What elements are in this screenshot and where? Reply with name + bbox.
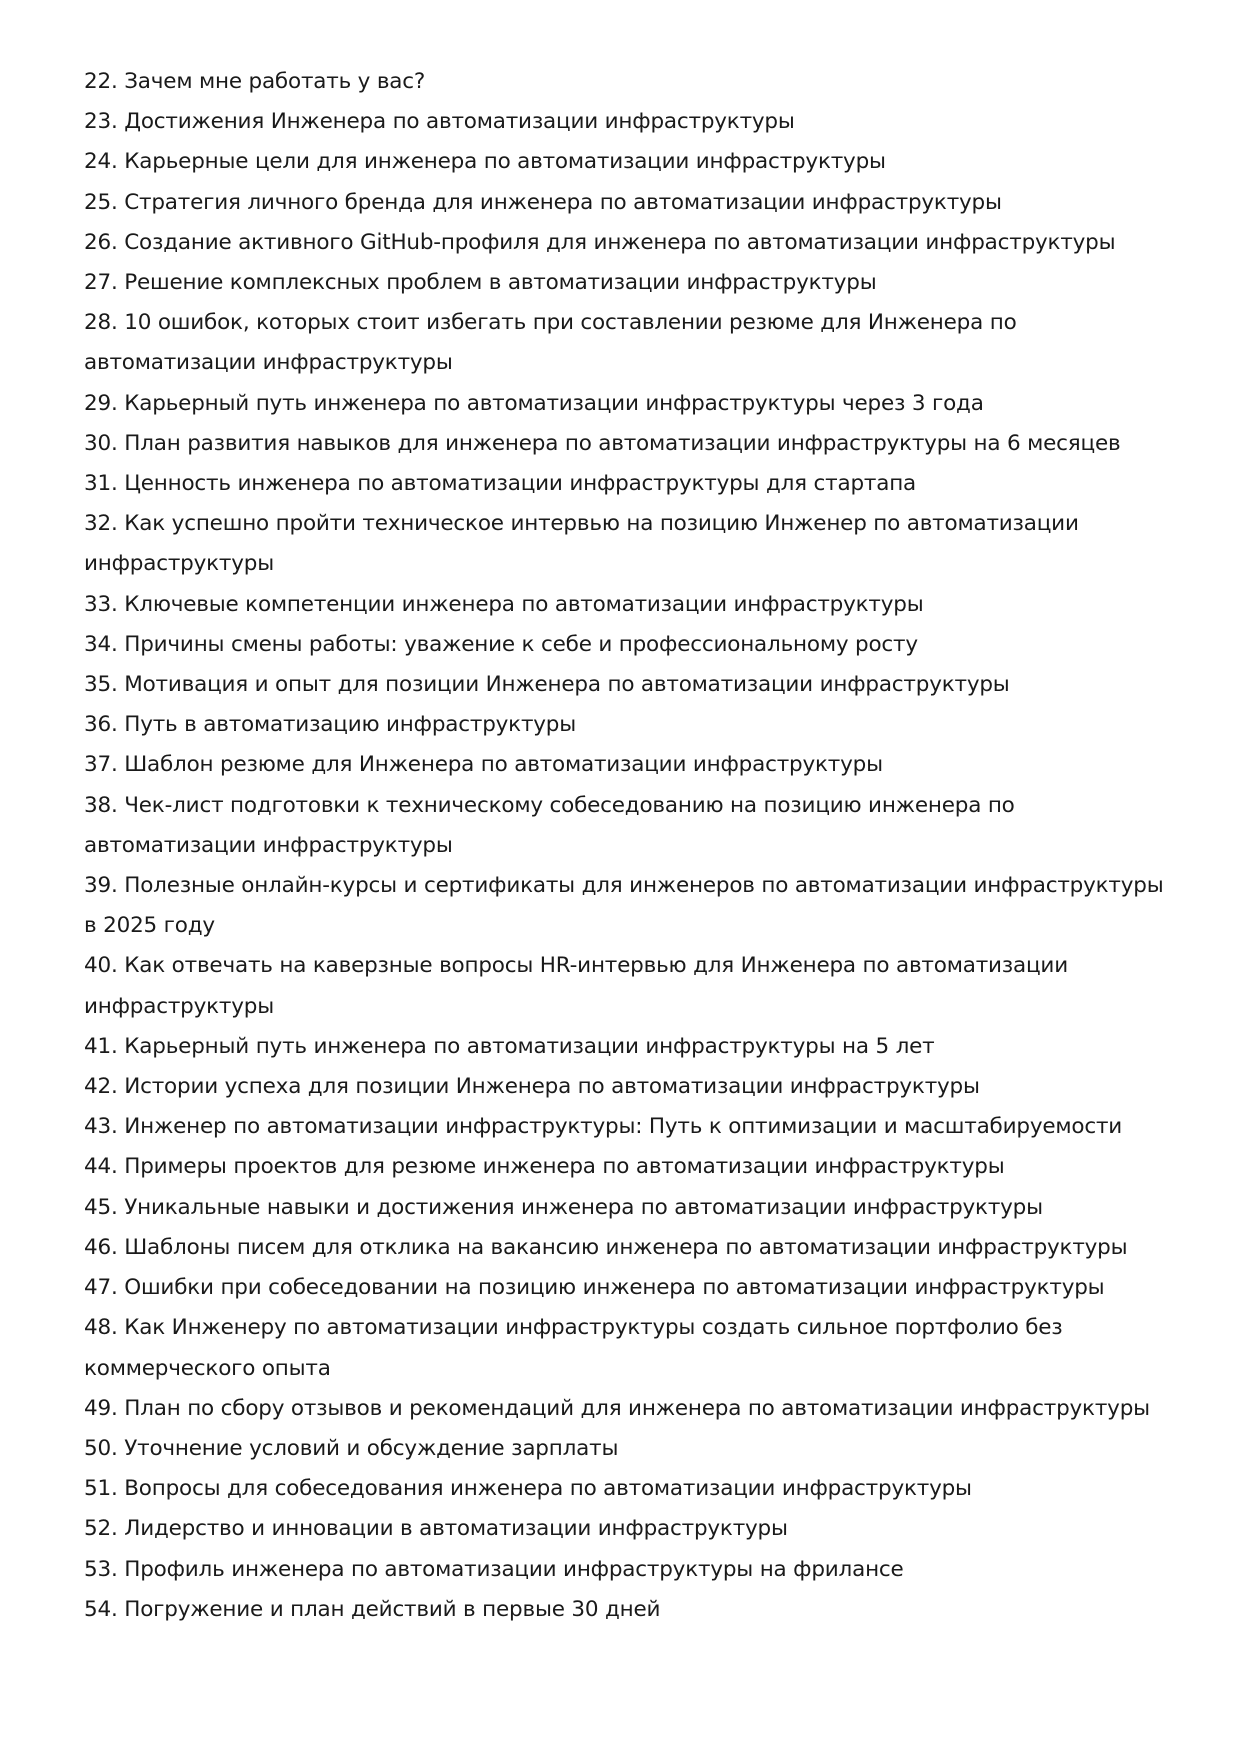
list-item: 42. Истории успеха для позиции Инженера по автоматизации инфраструктуры [84,1074,980,1100]
list-item: 25. Стратегия личного бренда для инженера по автоматизации инфраструктуры [84,189,1002,215]
list-item: 27. Решение комплексных проблем в автоматизации инфраструктуры [84,270,877,296]
list-item: 29. Карьерный путь инженера по автоматизации инфраструктуры через 3 года [84,390,984,416]
list-item: 24. Карьерные цели для инженера по автоматизации инфраструктуры [84,149,886,175]
list-item: 32. Как успешно пройти техническое интервью на позицию Инженер по автоматизации инфраструктуры [84,511,1079,577]
list-item: 28. 10 ошибок, которых стоит избегать при составлении резюме для Инженера по автоматизации инфраструктуры [84,310,1017,376]
table-of-contents-list [84,62,1164,1630]
list-item: 30. План развития навыков для инженера по автоматизации инфраструктуры на 6 месяцев [84,430,1121,456]
list-item: 46. Шаблоны писем для отклика на вакансию инженера по автоматизации инфраструктуры [84,1234,1128,1260]
list-item: 43. Инженер по автоматизации инфраструктуры: Путь к оптимизации и масштабируемости [84,1114,1123,1140]
list-item: 37. Шаблон резюме для Инженера по автоматизации инфраструктуры [84,752,883,778]
list-item: 51. Вопросы для собеседования инженера по автоматизации инфраструктуры [84,1476,972,1502]
list-item: 50. Уточнение условий и обсуждение зарплаты [84,1435,619,1461]
list-item: 39. Полезные онлайн-курсы и сертификаты для инженеров по автоматизации инфраструктуры в 2025 году [84,873,1164,939]
list-item: 45. Уникальные навыки и достижения инженера по автоматизации инфраструктуры [84,1194,1043,1220]
list-item: 44. Примеры проектов для резюме инженера по автоматизации инфраструктуры [84,1154,1005,1180]
list-item: 41. Карьерный путь инженера по автоматизации инфраструктуры на 5 лет [84,1033,935,1059]
list-item: 38. Чек-лист подготовки к техническому собеседованию на позицию инженера по автоматизации инфраструктуры [84,792,1015,858]
list-item: 35. Мотивация и опыт для позиции Инженера по автоматизации инфраструктуры [84,672,1010,698]
list-item: 23. Достижения Инженера по автоматизации инфраструктуры [84,109,795,135]
list-item: 31. Ценность инженера по автоматизации инфраструктуры для стартапа [84,471,917,497]
list-item: 52. Лидерство и инновации в автоматизации инфраструктуры [84,1516,788,1542]
list-item: 54. Погружение и план действий в первые 30 дней [84,1596,661,1622]
list-item: 53. Профиль инженера по автоматизации инфраструктуры на фрилансе [84,1556,904,1582]
list-item: 34. Причины смены работы: уважение к себе и профессиональному росту [84,631,918,657]
list-item: 40. Как отвечать на каверзные вопросы HR-интервью для Инженера по автоматизации инфраструктуры [84,953,1068,1019]
list-item: 49. План по сбору отзывов и рекомендаций для инженера по автоматизации инфраструктуры [84,1395,1150,1421]
list-item: 33. Ключевые компетенции инженера по автоматизации инфраструктуры [84,591,924,617]
list-item: 22. Зачем мне работать у вас? [84,69,426,94]
list-item: 48. Как Инженеру по автоматизации инфраструктуры создать сильное портфолио без коммерческого опыта [84,1315,1063,1381]
list-item: 36. Путь в автоматизацию инфраструктуры [84,712,577,738]
list-item: 26. Создание активного GitHub-профиля для инженера по автоматизации инфраструктуры [84,229,1116,255]
list-item: 47. Ошибки при собеседовании на позицию инженера по автоматизации инфраструктуры [84,1275,1105,1301]
